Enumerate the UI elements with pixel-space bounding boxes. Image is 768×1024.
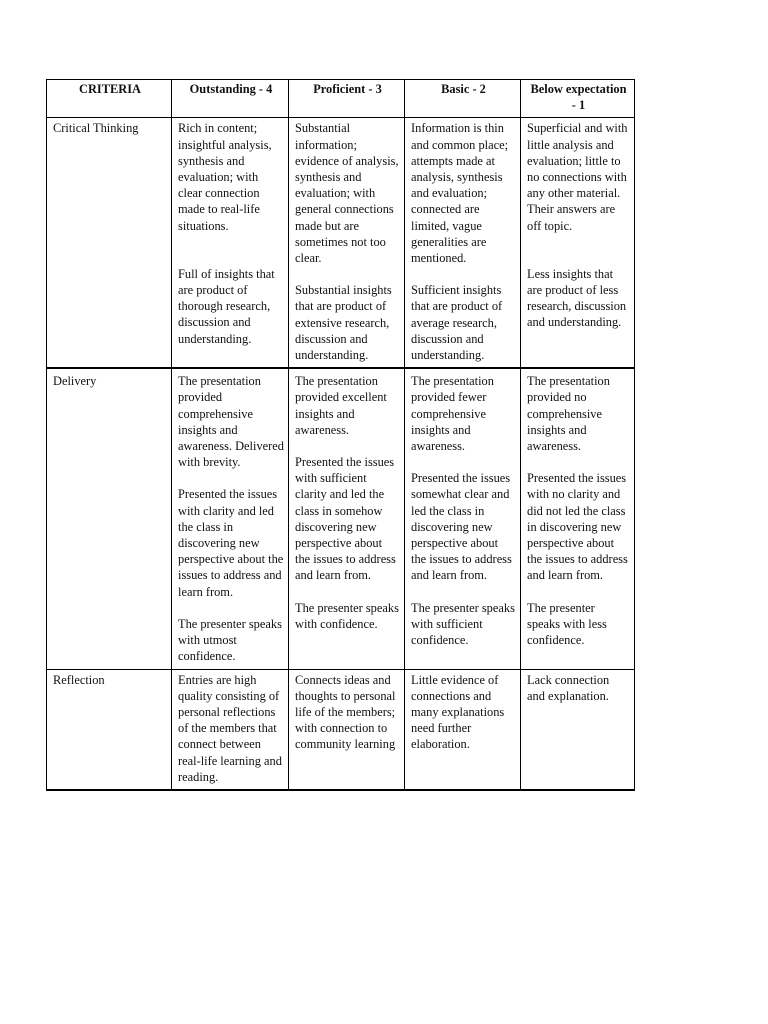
- cell-paragraph: Substantial information; evidence of analysis, synthesis and evaluation; with general connections made but are sometimes not too clear.: [295, 121, 399, 266]
- cell-paragraph: The presenter speaks with sufficient confidence.: [411, 600, 515, 648]
- cell-paragraph: The presentation provided no comprehensive insights and awareness.: [527, 374, 610, 454]
- cell-paragraph: Substantial insights that are product of extensive research, discussion and understanding.: [295, 283, 392, 363]
- cell-paragraph: Full of insights that are product of thorough research, discussion and understanding.: [178, 266, 275, 346]
- cell-paragraph: The presentation provided comprehensive insights and awareness. Delivered with brevity.: [178, 374, 284, 470]
- cell-critical-thinking-proficient: [289, 118, 405, 368]
- cell-paragraph: The presentation provided fewer comprehensive insights and awareness.: [411, 374, 494, 454]
- cell-paragraph: The presenter speaks with less confidence.: [527, 600, 607, 648]
- header-outstanding: Outstanding - 4: [172, 80, 289, 118]
- cell-reflection-outstanding: [172, 669, 289, 790]
- cell-paragraph: The presenter speaks with utmost confidence.: [178, 616, 282, 664]
- cell-paragraph: Lack connection and explanation.: [527, 672, 610, 703]
- header-criteria: CRITERIA: [47, 80, 172, 118]
- cell-paragraph: Little evidence of connections and many explanations need further elaboration.: [411, 672, 505, 752]
- table-row-reflection: [47, 669, 635, 790]
- cell-delivery-outstanding: [172, 368, 289, 669]
- cell-delivery-basic: [405, 368, 521, 669]
- header-basic: Basic - 2: [405, 80, 521, 118]
- cell-paragraph: Presented the issues somewhat clear and led the class in discovering new perspective about the issues to address and learn from.: [411, 471, 512, 583]
- criterion-critical-thinking: Critical Thinking: [47, 118, 172, 368]
- criterion-delivery: Delivery: [47, 368, 172, 669]
- cell-paragraph: Presented the issues with sufficient clarity and led the class in somehow discovering new perspective about the issues to address and learn from.: [295, 455, 396, 583]
- table-row-critical-thinking: [47, 118, 635, 368]
- cell-paragraph: Sufficient insights that are product of average research, discussion and understanding.: [411, 283, 503, 363]
- cell-reflection-below-expectation: [521, 669, 635, 790]
- cell-paragraph: Presented the issues with no clarity and did not led the class in discovering new perspective about the issues to address and learn from.: [527, 471, 628, 583]
- cell-delivery-proficient: [289, 368, 405, 669]
- criterion-reflection: Reflection: [47, 669, 172, 790]
- header-below-expectation: Below expectation - 1: [521, 80, 635, 118]
- cell-reflection-proficient: [289, 669, 405, 790]
- cell-paragraph: The presenter speaks with confidence.: [295, 600, 399, 631]
- cell-critical-thinking-basic: [405, 118, 521, 368]
- table-row-delivery: [47, 368, 635, 669]
- header-row: [47, 80, 635, 118]
- cell-paragraph: Superficial and with little analysis and evaluation; little to no connections with any other material. Their answers are off topic.: [527, 121, 628, 233]
- rubric-table: [46, 79, 635, 791]
- cell-paragraph: The presentation provided excellent insights and awareness.: [295, 374, 387, 437]
- cell-paragraph: Information is thin and common place; attempts made at analysis, synthesis and evaluation; connected are limited, vague generalities are mentioned.: [411, 121, 509, 266]
- cell-delivery-below-expectation: [521, 368, 635, 669]
- cell-paragraph: Presented the issues with clarity and led the class in discovering new perspective about the issues to address and learn from.: [178, 487, 284, 599]
- cell-paragraph: Rich in content; insightful analysis, synthesis and evaluation; with clear connection made to real-life situations.: [178, 121, 272, 233]
- cell-paragraph: Less insights that are product of less research, discussion and understanding.: [527, 266, 627, 330]
- cell-critical-thinking-outstanding: [172, 118, 289, 368]
- cell-paragraph: Entries are high quality consisting of personal reflections of the members that connect between real-life learning and reading.: [178, 672, 282, 784]
- cell-critical-thinking-below-expectation: [521, 118, 635, 368]
- header-proficient: Proficient - 3: [289, 80, 405, 118]
- cell-reflection-basic: [405, 669, 521, 790]
- cell-paragraph: Connects ideas and thoughts to personal life of the members; with connection to community learning: [295, 672, 396, 752]
